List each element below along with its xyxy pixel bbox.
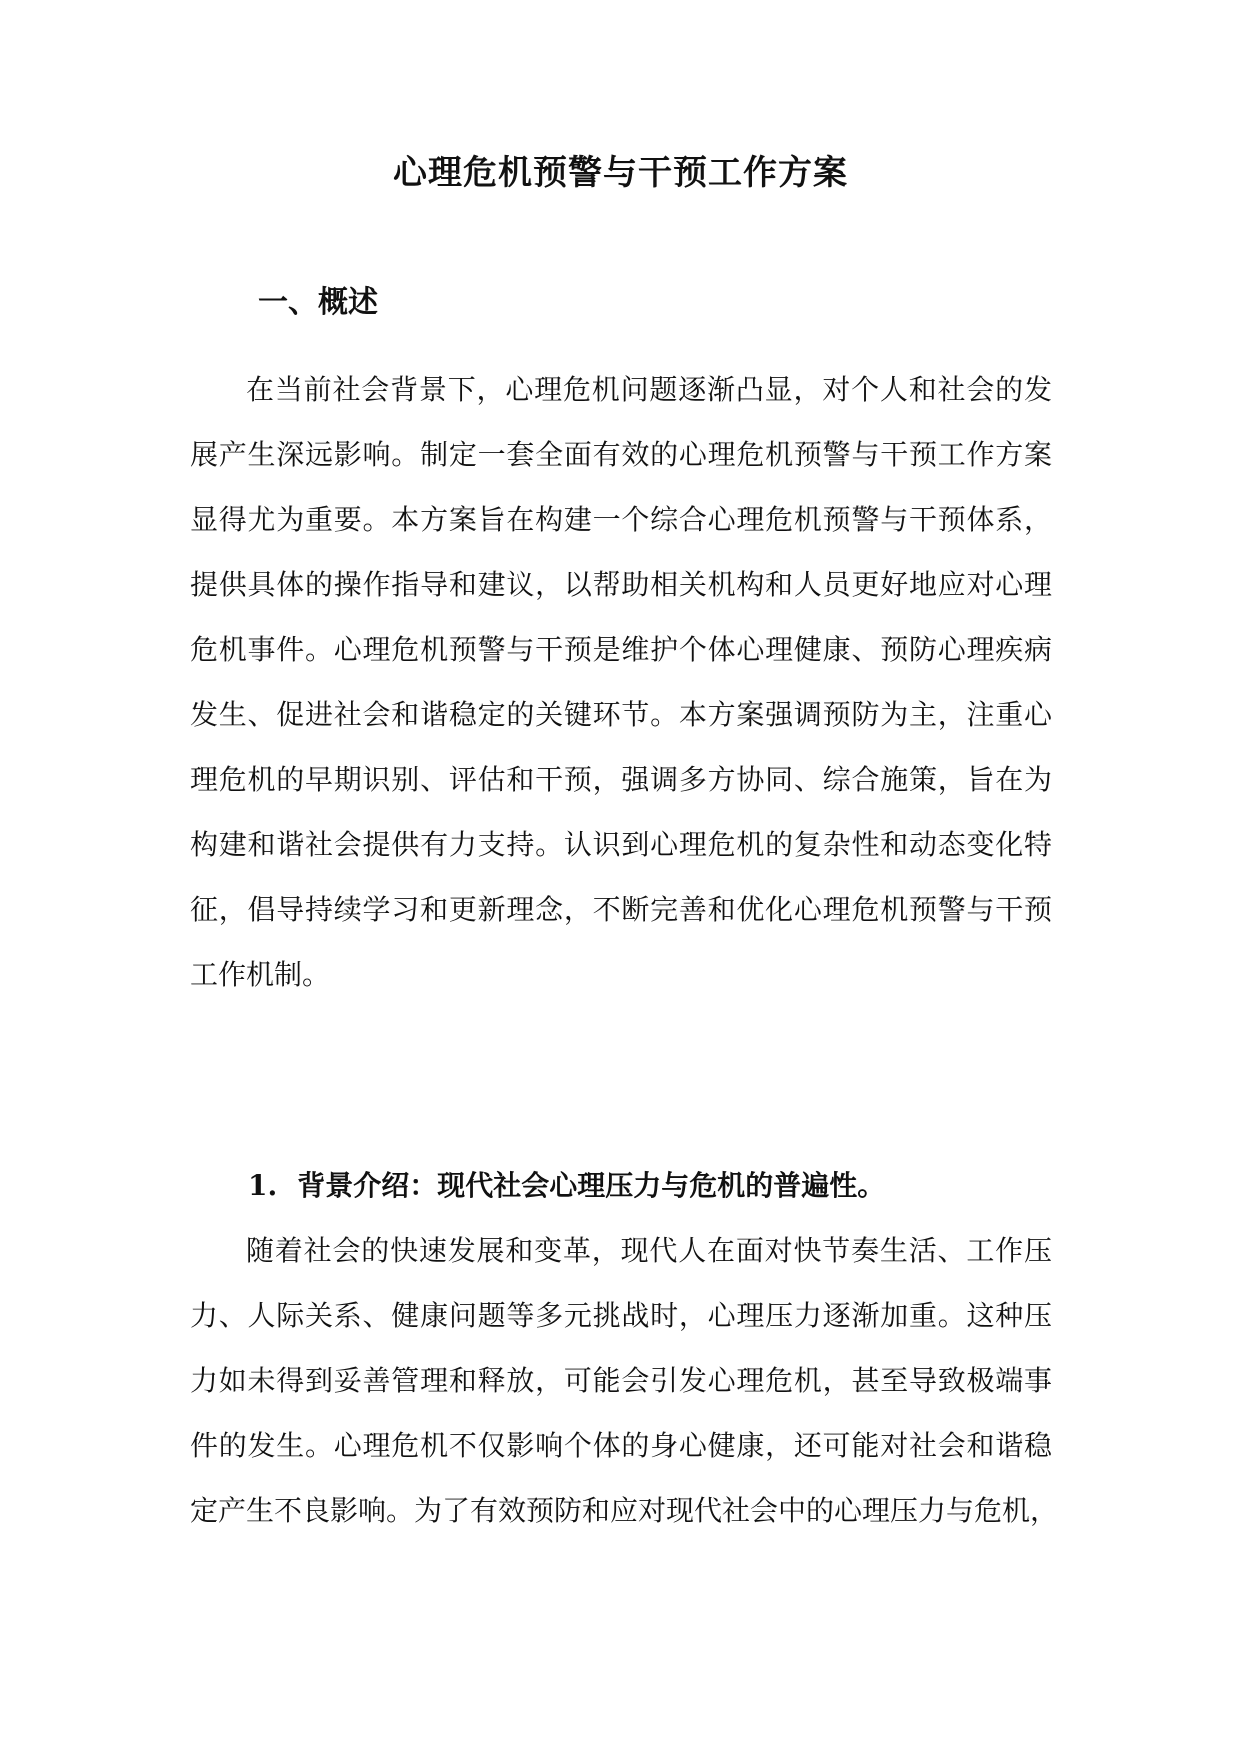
paragraph-line: 件的发生。心理危机不仅影响个体的身心健康，还可能对社会和谐稳 xyxy=(190,1429,1052,1462)
paragraph-line: 定产生不良影响。为了有效预防和应对现代社会中的心理压力与危机， xyxy=(190,1494,1059,1527)
paragraph-line: 力、人际关系、健康问题等多元挑战时，心理压力逐渐加重。这种压 xyxy=(190,1299,1052,1332)
paragraph-line: 构建和谐社会提供有力支持。认识到心理危机的复杂性和动态变化特 xyxy=(190,828,1052,861)
sub-heading-text: 背景介绍：现代社会心理压力与危机的普遍性。 xyxy=(297,1169,886,1202)
section-heading-overview: 一、概述 xyxy=(258,285,378,320)
paragraph-background xyxy=(190,1218,1059,1543)
paragraph-line: 理危机的早期识别、评估和干预，强调多方协同、综合施策，旨在为 xyxy=(190,763,1052,796)
paragraph-line: 工作机制。 xyxy=(190,958,331,991)
sub-heading-background xyxy=(248,1161,885,1211)
document-title: 心理危机预警与干预工作方案 xyxy=(393,153,848,193)
paragraph-line: 提供具体的操作指导和建议，以帮助相关机构和人员更好地应对心理 xyxy=(190,568,1052,601)
paragraph-overview xyxy=(190,357,1052,1007)
paragraph-line: 征，倡导持续学习和更新理念，不断完善和优化心理危机预警与干预 xyxy=(190,893,1052,926)
sub-heading-number: 1. xyxy=(248,1169,278,1202)
paragraph-line: 显得尤为重要。本方案旨在构建一个综合心理危机预警与干预体系， xyxy=(190,503,1052,536)
paragraph-line: 危机事件。心理危机预警与干预是维护个体心理健康、预防心理疾病 xyxy=(190,633,1052,666)
paragraph-line: 在当前社会背景下，心理危机问题逐渐凸显，对个人和社会的发 xyxy=(246,373,1052,406)
paragraph-line: 力如未得到妥善管理和释放，可能会引发心理危机，甚至导致极端事 xyxy=(190,1364,1052,1397)
paragraph-line: 发生、促进社会和谐稳定的关键环节。本方案强调预防为主，注重心 xyxy=(190,698,1052,731)
paragraph-line: 随着社会的快速发展和变革，现代人在面对快节奏生活、工作压 xyxy=(246,1234,1052,1267)
paragraph-line: 展产生深远影响。制定一套全面有效的心理危机预警与干预工作方案 xyxy=(190,438,1052,471)
